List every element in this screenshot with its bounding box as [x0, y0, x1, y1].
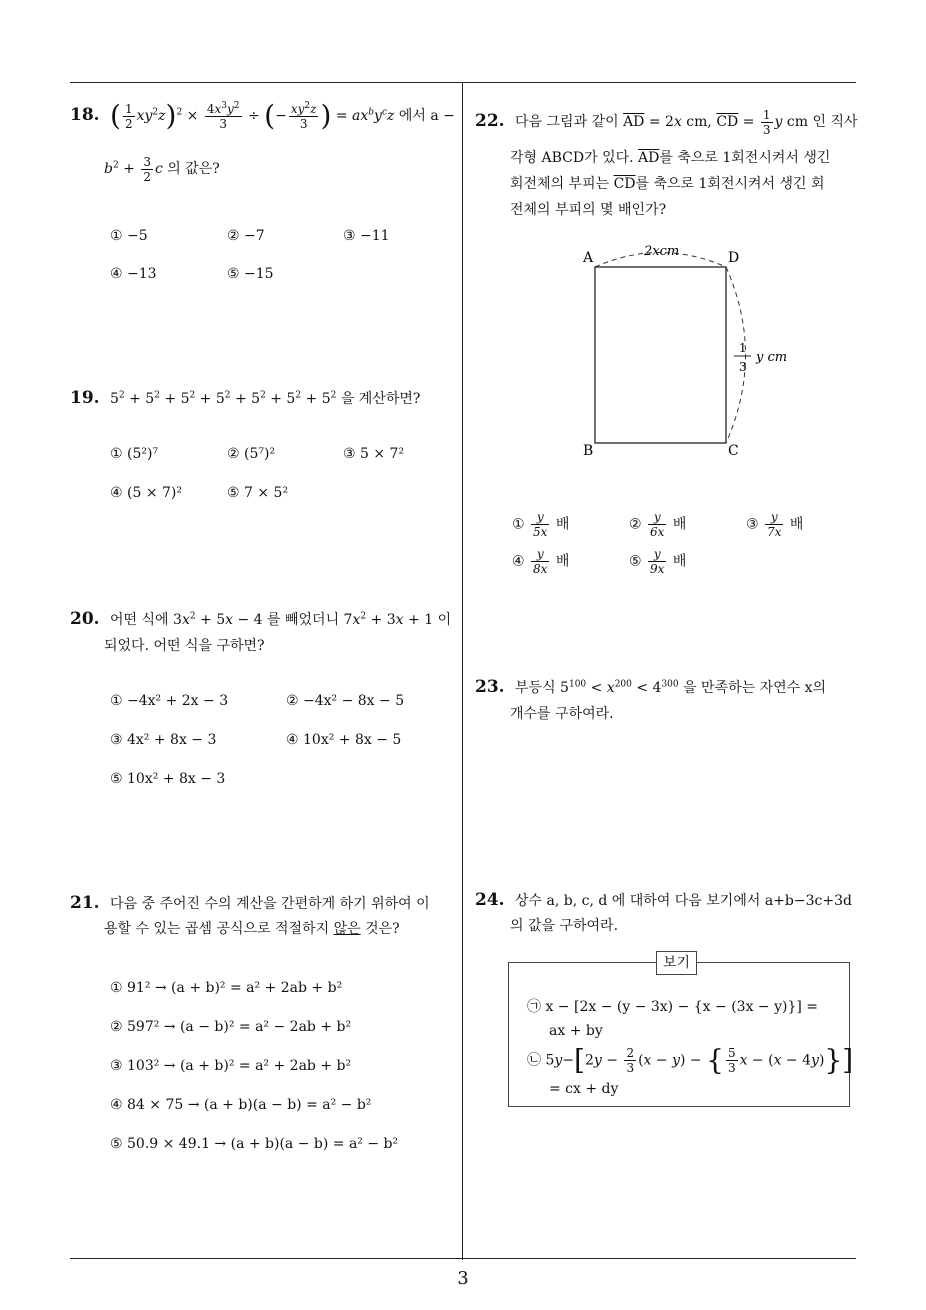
- column-divider: [462, 82, 463, 1260]
- vertex-d: D: [728, 250, 740, 266]
- option-2[interactable]: [629, 510, 686, 539]
- option-marker: ②: [629, 516, 642, 533]
- q22-text2: 인 직사: [812, 114, 858, 130]
- q22-line2b: 를 축으로 1회전시켜서 생긴: [659, 150, 831, 166]
- option-unit: 배: [789, 516, 804, 533]
- bogi-item-2-line2: = cx + dy: [549, 1081, 619, 1097]
- side-fraction-den: 3: [739, 360, 747, 374]
- option-1[interactable]: ① −5: [110, 228, 148, 244]
- q23-text1: 부등식: [515, 680, 556, 696]
- vertex-c: C: [728, 443, 739, 459]
- option-den: 5x: [533, 525, 548, 539]
- option-num: y: [531, 510, 549, 525]
- option-4[interactable]: ④ −13: [110, 266, 157, 282]
- option-5[interactable]: ⑤ 10x² + 8x − 3: [110, 771, 226, 787]
- q21-line2a: 용할 수 있는 곱셈 공식으로 적절하지: [104, 921, 330, 937]
- q21-emphasis: 않은: [333, 921, 361, 937]
- side-dimension-label: y cm: [756, 350, 788, 365]
- question-19: 19. $5^2 + 5^2 + 5^2 + 5^2 + 5^2 + 5^2 + 5^2$ 을 계산하면?: [70, 388, 421, 408]
- question-24-line2: 의 값을 구하여라.: [510, 918, 619, 934]
- option-marker: ①: [512, 516, 525, 533]
- question-number: 24.: [475, 890, 505, 910]
- option-1[interactable]: ① (5²)⁷: [110, 446, 159, 462]
- option-3[interactable]: [746, 510, 803, 539]
- question-22-line3: 회전체의 부피는 $\overline{CD}$를 축으로 1회전시켜서 생긴 회: [510, 176, 825, 192]
- option-5[interactable]: ⑤ −15: [227, 266, 274, 282]
- q21-line1: 다음 중 주어진 수의 계산을 간편하게 하기 위하여 이: [110, 896, 430, 912]
- option-num: y: [648, 547, 666, 562]
- q23-text2: 을 만족하는 자연수 x의: [683, 680, 827, 696]
- question-22-line2: 각형 ABCD가 있다. $\overline{AD}$를 축으로 1회전시켜서 생긴: [510, 150, 831, 166]
- option-1[interactable]: [512, 510, 569, 539]
- top-rule: [70, 82, 856, 83]
- q22-line2: 각형 ABCD가 있다.: [510, 150, 634, 166]
- option-2[interactable]: ② −4x² − 8x − 5: [286, 693, 405, 709]
- option-5[interactable]: [629, 547, 686, 576]
- option-3[interactable]: ③ 4x² + 8x − 3: [110, 732, 217, 748]
- question-20-line2: 되었다. 어떤 식을 구하면?: [104, 638, 265, 654]
- option-3[interactable]: ③ 103² → (a + b)² = a² + 2ab + b²: [110, 1058, 352, 1074]
- question-23-line2: 개수를 구하여라.: [510, 706, 614, 722]
- option-den: 6x: [650, 525, 665, 539]
- q20-text1: 어떤 식에: [110, 612, 169, 628]
- option-2[interactable]: ② (5⁷)²: [227, 446, 276, 462]
- side-dimension-arc: [726, 267, 746, 443]
- question-number: 23.: [475, 677, 505, 697]
- option-4[interactable]: ④ 10x² + 8x − 5: [286, 732, 402, 748]
- option-den: 7x: [767, 525, 782, 539]
- option-5[interactable]: ⑤ 50.9 × 49.1 → (a + b)(a − b) = a² − b²: [110, 1136, 399, 1152]
- q21-line2c: 것은?: [365, 921, 400, 937]
- question-number: 20.: [70, 609, 100, 629]
- option-1[interactable]: ① −4x² + 2x − 3: [110, 693, 229, 709]
- option-4[interactable]: [512, 547, 569, 576]
- q20-text3: 이: [437, 612, 452, 628]
- option-num: y: [648, 510, 666, 525]
- rectangle-diagram: [560, 236, 810, 466]
- rectangle-abcd: [595, 267, 726, 443]
- question-number: 22.: [475, 111, 505, 131]
- option-marker: ③: [746, 516, 759, 533]
- option-unit: 배: [672, 516, 687, 533]
- option-den: 8x: [533, 562, 548, 576]
- bogi-item-2-mark: ㉡: [527, 1052, 541, 1069]
- q22-line3b: 를 축으로 1회전시켜서 생긴 회: [635, 176, 825, 192]
- page-number: 3: [457, 1268, 469, 1289]
- q22-text1: 다음 그림과 같이: [515, 114, 619, 130]
- option-4[interactable]: ④ 84 × 75 → (a + b)(a − b) = a² − b²: [110, 1097, 372, 1113]
- side-fraction-num: 1: [739, 341, 747, 355]
- question-22: 22. 다음 그림과 같이 $\overline{AD} = 2x$ cm, $\overline{CD}$ = $\frac{1}{3}$ y cm 인 직사: [475, 107, 858, 137]
- option-num: y: [765, 510, 783, 525]
- option-unit: 배: [672, 553, 687, 570]
- question-number: 19.: [70, 388, 100, 408]
- option-3[interactable]: ③ −11: [343, 228, 390, 244]
- bogi-title: 보기: [656, 951, 697, 975]
- bogi-item-2: ㉡ 5y−[2y − $\frac{2}{3}$ (x − y) − { $\frac{5}{3}$ x − (x − 4y)}]: [527, 1043, 854, 1077]
- option-unit: 배: [555, 553, 570, 570]
- q22-line3a: 회전체의 부피는: [510, 176, 610, 192]
- option-1[interactable]: ① 91² → (a + b)² = a² + 2ab + b²: [110, 980, 343, 996]
- q18-line2-tail: 의 값은?: [167, 161, 220, 177]
- question-23: 23. 부등식 $5^{100} < x^{200} < 4^{300}$ 을 만족하는 자연수 x의: [475, 677, 827, 697]
- option-4[interactable]: ④ (5 × 7)²: [110, 485, 182, 501]
- q19-tail: 을 계산하면?: [340, 391, 421, 407]
- q20-text2: 를 빼었더니: [267, 612, 340, 628]
- option-2[interactable]: ② 597² → (a − b)² = a² − 2ab + b²: [110, 1019, 352, 1035]
- q24-line1: 상수 a, b, c, d 에 대하여 다음 보기에서 a+b−3c+3d: [515, 893, 852, 909]
- bottom-rule: [70, 1258, 856, 1259]
- question-number: 18.: [70, 105, 100, 125]
- option-5[interactable]: ⑤ 7 × 5²: [227, 485, 289, 501]
- option-marker: ④: [512, 553, 525, 570]
- top-dimension-label: 2xcm: [644, 244, 680, 259]
- option-2[interactable]: ② −7: [227, 228, 265, 244]
- question-22-line4: 전체의 부피의 몇 배인가?: [510, 202, 667, 218]
- question-18-line2: $b^2$ + $\frac{3}{2}$ c 의 값은?: [104, 154, 220, 184]
- question-18: 18. ( $\frac{1}{2}$ $xy^2z)^2$ × $\frac{4x^3y^2}{3}$ ÷ (− $\frac{xy^2z}{3}$ ) = $ax^by^cz$ 에서 a −: [70, 99, 455, 132]
- vertex-b: B: [583, 443, 594, 459]
- option-den: 9x: [650, 562, 665, 576]
- question-21-line2: [104, 914, 400, 944]
- option-3[interactable]: ③ 5 × 7²: [343, 446, 405, 462]
- option-marker: ⑤: [629, 553, 642, 570]
- option-num: y: [531, 547, 549, 562]
- question-number: 21.: [70, 893, 100, 913]
- bogi-item-1-line2: ax + by: [549, 1023, 603, 1039]
- q18-suffix: 에서 a −: [398, 108, 455, 124]
- question-20: 20. 어떤 식에 $3x^2 + 5x - 4$ 를 빼었더니 $7x^2 + 3x + 1$ 이: [70, 609, 452, 629]
- bogi-item-1: ㉠ x − [2x − (y − 3x) − {x − (3x − y)}] =: [527, 999, 819, 1015]
- option-unit: 배: [555, 516, 570, 533]
- vertex-a: A: [583, 250, 594, 266]
